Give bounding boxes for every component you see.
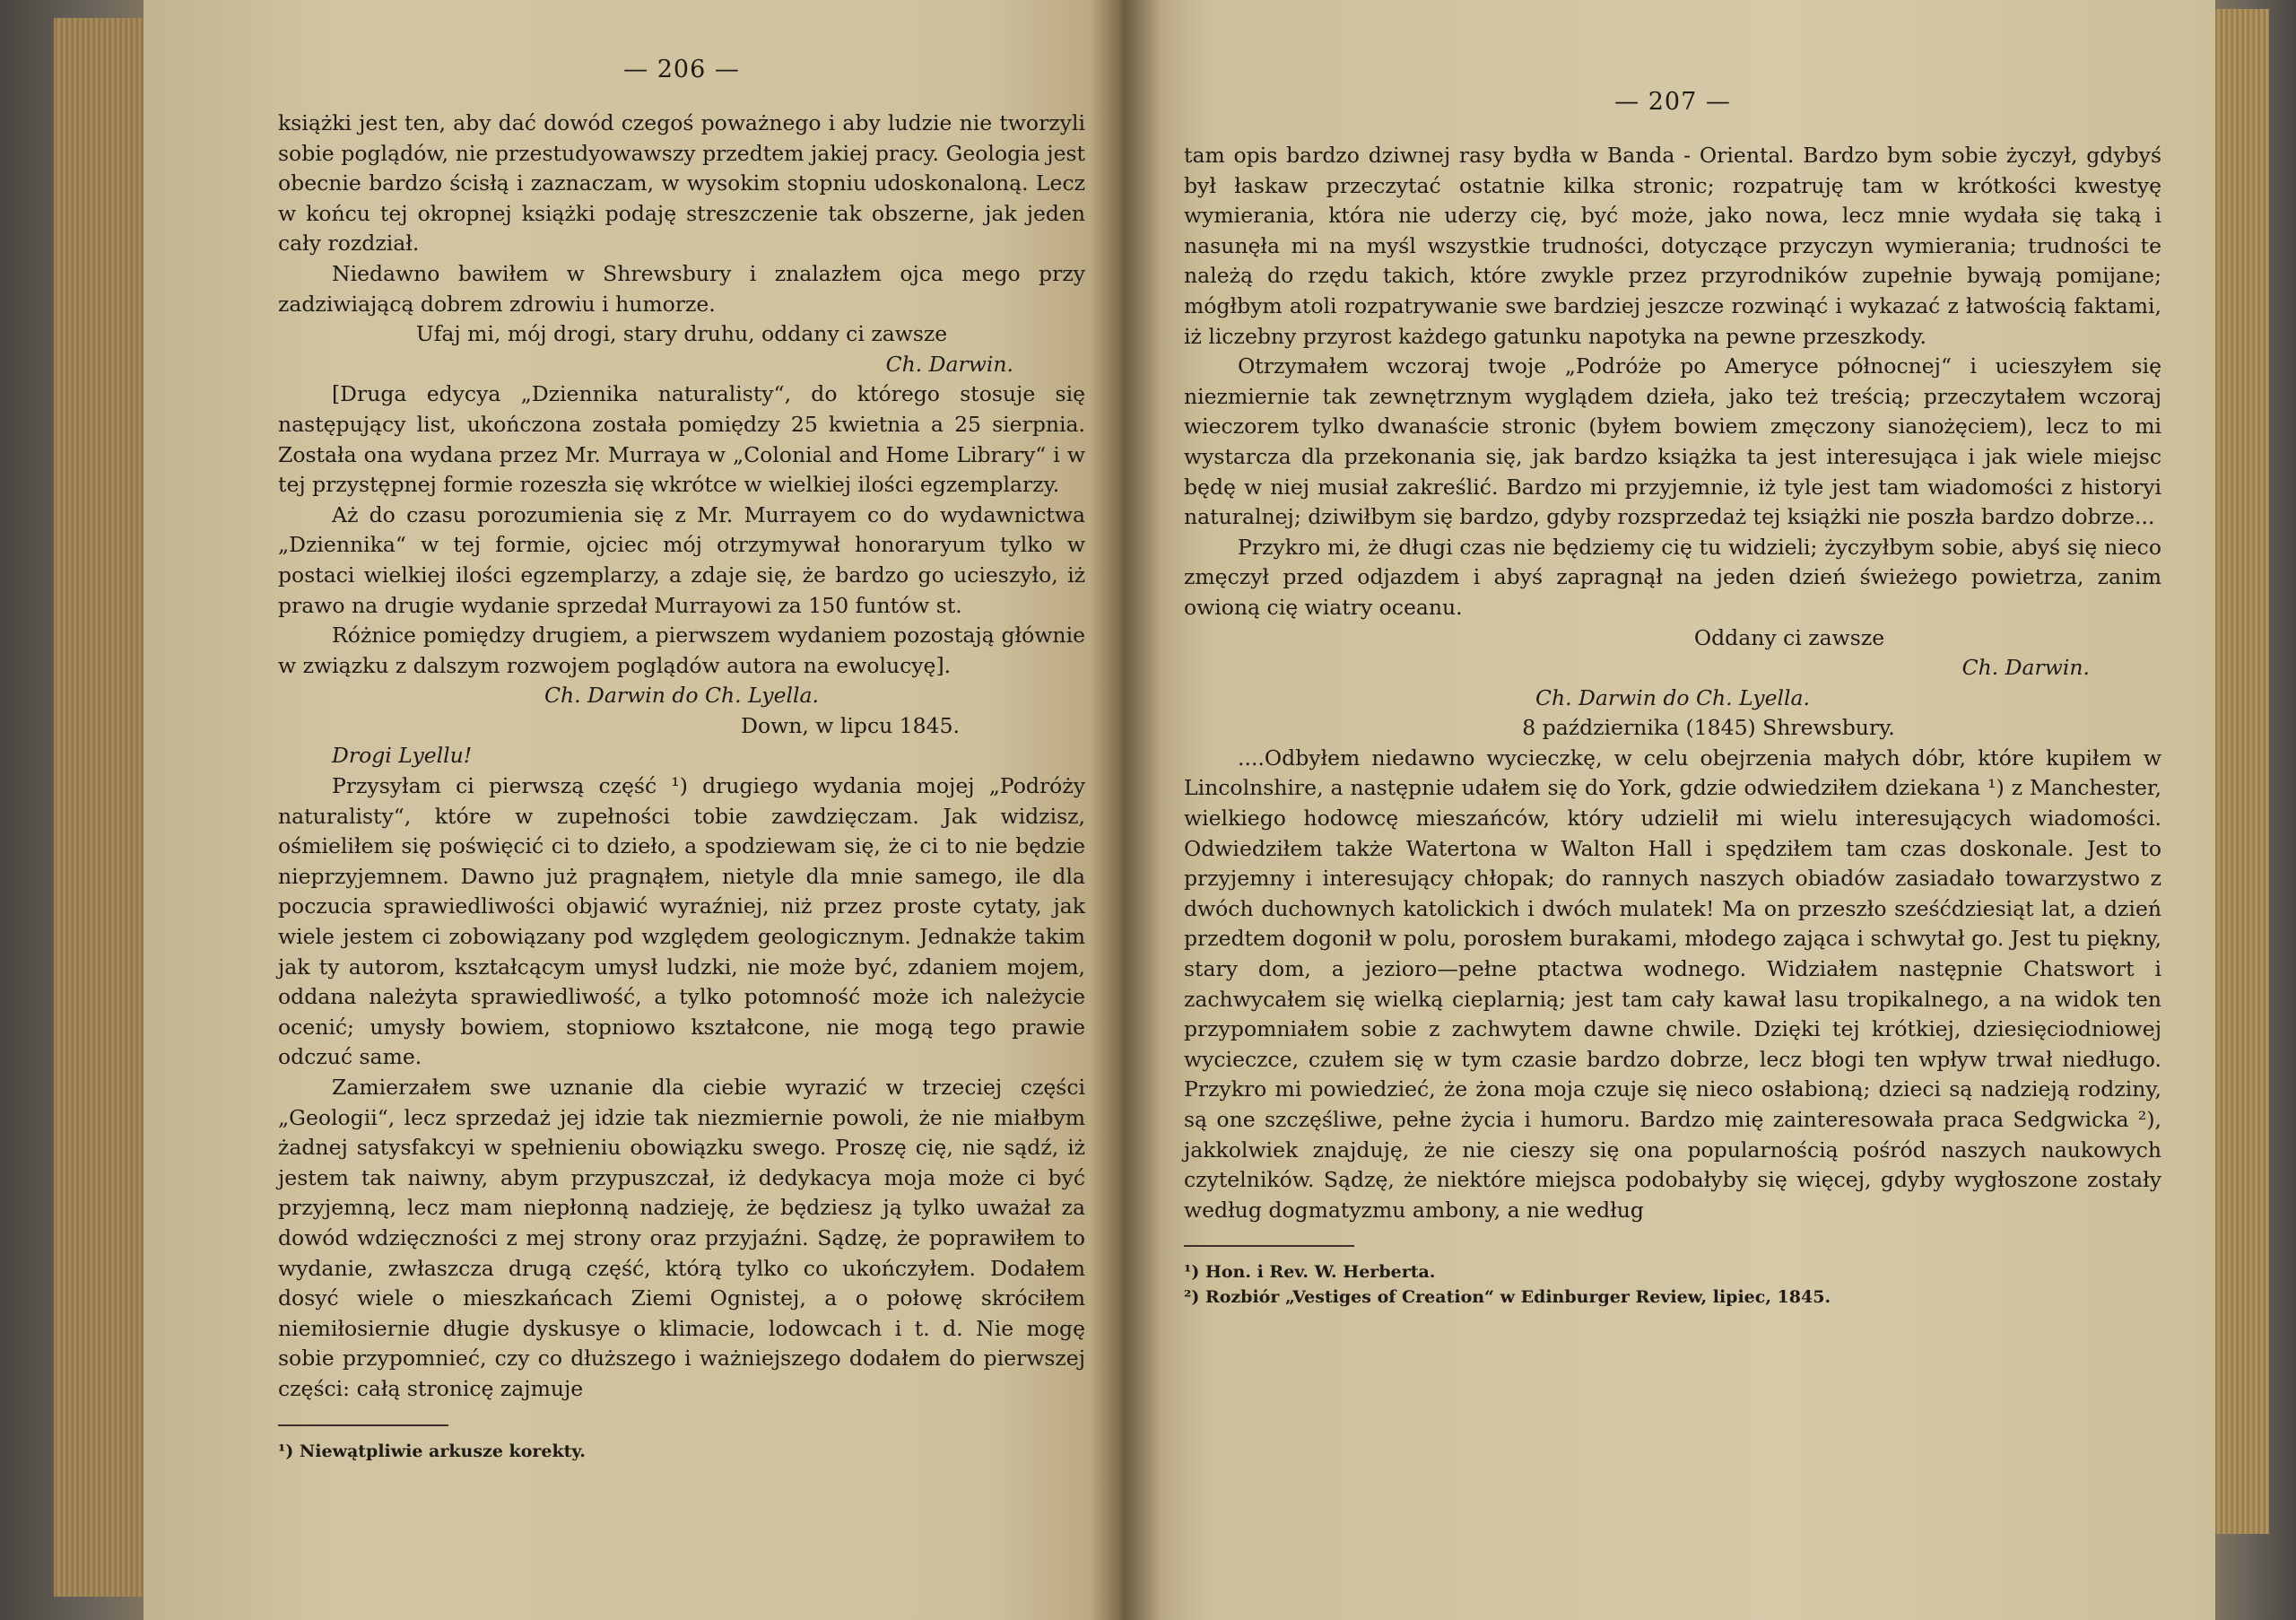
letter-heading: Ch. Darwin do Ch. Lyella. — [544, 683, 819, 709]
closing: Ufaj mi, mój drogi, stary druhu, oddany ci zawsze — [415, 321, 948, 347]
paragraph: Różnice pomiędzy drugiem, a pierwszem wydaniem pozostają głównie w związku z dalszym rozwojem poglądów autora na ewolucyę]. — [278, 623, 1085, 678]
page-text — [278, 109, 1085, 1405]
paragraph: [Druga edycya „Dziennika naturalisty“, do którego stosuje się następujący list, ukończona została pomiędzy 25 kwietnia a 25 sierpnia. Została ona wydana przez Mr. Murraya w „Colonial and Home Library“ i w tej przystępnej formie rozeszła się wkrótce w wielkiej ilości egzemplarzy. — [278, 381, 1085, 498]
paragraph: Przysyłam ci pierwszą część ¹) drugiego wydania mojej „Podróży naturalisty“, które w zupełności tobie zawdzięczam. Jak widzisz, ośmieliłem się poświęcić ci to dzieło, a spodziewam się, że ci to nie będzie nieprzyjemnem. Dawno już pragnąłem, nietyle dla mnie samego, ile dla poczucia sprawiedliwości objawić wyraźniej, niż przez proste cytaty, jak wiele jestem ci zobowiązany pod względem geologicznym. Jednakże takim jak ty autorom, kształcącym umysł ludzki, nie może być, zdaniem mojem, oddana należyta sprawiedliwość, a tylko potomność może ich należycie ocenić; umysły bowiem, stopniowo kształcone, nie mogą tego prawie odczuć same. — [278, 773, 1085, 1070]
paragraph: tam opis bardzo dziwnej rasy bydła w Banda - Oriental. Bardzo bym sobie życzył, gdybyś był łaskaw przeczytać ostatnie kilka stronic; rozpatruję tam w krótkości kwestyę wymierania, która nie uderzy cię, być może, jako nowa, lecz mnie wydała się taką i nasunęła mi na myśl wszystkie trudności, dotyczące przyczyn wymierania; trudności te należą do rzędu takich, które zwykle przez przyrodników zupełnie bywają pomijane; mógłbym atoli rozpatrywanie swe bardziej jeszcze rozwinąć i wykazać z łatwością faktami, iż liczebny przyrost każdego gatunku napotyka na pewne przeszkody. — [1184, 143, 2161, 349]
paragraph: ....Odbyłem niedawno wycieczkę, w celu obejrzenia małych dóbr, które kupiłem w Lincolnshire, a następnie udałem się do York, gdzie odwiedziłem dziekana ¹) z Manchester, wielkiego hodowcę mieszańców, który udzielił mi wielu interesujących wiadomości. Odwiedziłem także Watertona w Walton Hall i spędziłem tam czas doskonale. Jest to przyjemny i interesujący chłopak; do rannych naszych obiadów zasiadało towarzystwo z dwóch duchownych katolickich i dwóch mulatek! Ma on przeszło sześćdziesiąt lat, a dzień przedtem dogonił w polu, porosłem burakami, młodego zająca i schwytał go. Jest tu piękny, stary dom, a jezioro—pełne ptactwa wodnego. Widziałem następnie Chatswort i zachwycałem się wielką cieplarnią; jest tam cały kawał lasu tropikalnego, a na widok ten przypomniałem sobie z zachwytem dawne chwile. Dzięki tej krótkiej, dziesięciodniowej wycieczce, czułem się w tym czasie bardzo dobrze, lecz błogi ten wpływ trwał niedługo. Przykro mi powiedzieć, że żona moja czuje się nieco osłabioną; dzieci są nadzieją rodziny, są one szczęśliwe, pełne życia i humoru. Bardzo mię zainteresowała praca Sedgwicka ²), jakkolwiek znajduję, że nie cieszy się ona popularnością pośród naszych naukowych czytelników. Sądzę, że niektóre miejsca podobałyby się więcej, gdyby wygłoszone zostały według dogmatyzmu ambony, a nie według — [1184, 745, 2161, 1223]
left-page — [144, 0, 1121, 1620]
page-edges-left — [54, 18, 152, 1597]
footnote: ²) Rozbiór „Vestiges of Creation“ w Edinburger Review, lipiec, 1845. — [1184, 1287, 1831, 1308]
footnote: ¹) Niewątpliwie arkusze korekty. — [278, 1441, 586, 1461]
paragraph: książki jest ten, aby dać dowód czegoś poważnego i aby ludzie nie tworzyli sobie poglądów, nie przestudyowawszy przedtem jakiej pracy. Geologia jest obecnie bardzo ścisłą i zaznaczam, w wysokim stopniu udoskonaloną. Lecz w końcu tej okropnej książki podaję streszczenie tak obszerne, jak jeden cały rozdział. — [278, 110, 1085, 257]
page-text — [1184, 141, 2161, 1225]
signature: Ch. Darwin. — [885, 351, 1013, 377]
paragraph: Przykro mi, że długi czas nie będziemy cię tu widzieli; życzyłbym sobie, abyś się nieco zmęczył przed odjazdem i abyś zapragnął na jeden dzień świeżego powietrza, zanim owioną cię wiatry oceanu. — [1184, 534, 2161, 620]
right-page — [1121, 0, 2215, 1620]
letter-date: Down, w lipcu 1845. — [741, 712, 960, 738]
paragraph: Otrzymałem wczoraj twoje „Podróże po Ameryce północnej“ i ucieszyłem się niezmiernie tak zewnętrznym wyglądem dzieła, jako też treścią; przeczytałem wczoraj wieczorem tylko dwanaście stronic (byłem bowiem zmęczony sianożęciem), lecz to mi wystarcza dla przekonania się, jak bardzo książka ta jest interesująca i jak wiele miejsc będę w niej musiał zakreślić. Bardzo mi przyjemnie, iż tyle jest tam wiadomości z historyi naturalnej; dziwiłbym się bardzo, gdyby rozsprzedaż tej książki nie poszła bardzo dobrze... — [1184, 353, 2161, 530]
signature: Ch. Darwin. — [1961, 655, 2090, 681]
salutation: Drogi Lyellu! — [332, 743, 473, 769]
footnote-rule — [278, 1424, 448, 1426]
letter-heading: Ch. Darwin do Ch. Lyella. — [1535, 684, 1810, 710]
closing: Oddany ci zawsze — [1693, 624, 1885, 650]
letter-date: 8 października (1845) Shrewsbury. — [1522, 715, 1895, 741]
footnote-rule — [1184, 1245, 1354, 1247]
page-number: — 206 — — [623, 56, 740, 83]
paragraph: Niedawno bawiłem w Shrewsbury i znalazłem ojca mego przy zadziwiającą dobrem zdrowiu i humorze. — [278, 260, 1085, 317]
page-number: — 207 — — [1614, 88, 1731, 116]
paragraph: Aż do czasu porozumienia się z Mr. Murrayem co do wydawnictwa „Dziennika“ w tej formie, ojciec mój otrzymywał honoraryum tylko w postaci wielkiej ilości egzemplarzy, a zdaje się, że bardzo go ucieszyło, iż prawo na drugie wydanie sprzedał Murrayowi za 150 funtów st. — [278, 501, 1085, 618]
footnote: ¹) Hon. i Rev. W. Herberta. — [1184, 1262, 1436, 1283]
paragraph: Zamierzałem swe uznanie dla ciebie wyrazić w trzeciej części „Geologii“, lecz sprzedaż jej idzie tak niezmiernie powoli, że nie miałbym żadnej satysfakcyi w spełnieniu obowiązku swego. Proszę cię, nie sądź, iż jestem tak naiwny, abym przypuszczał, iż dedykacya moja może ci być przyjemną, lecz mam niepłonną nadzieję, że będziesz ją tylko uważał za dowód wdzięczności z mej strony oraz przyjaźni. Sądzę, że poprawiłem to wydanie, zwłaszcza drugą część, którą tylko co ukończyłem. Dodałem dosyć wiele o mieszkańcach Ziemi Ognistej, a o połowę skróciłem niemiłosiernie długie dyskusye o klimacie, lodowcach i t. d. Nie mogę sobie przypomnieć, czy co dłuższego i ważniejszego dodałem do pierwszej części: całą stronicę zajmuje — [278, 1075, 1085, 1401]
